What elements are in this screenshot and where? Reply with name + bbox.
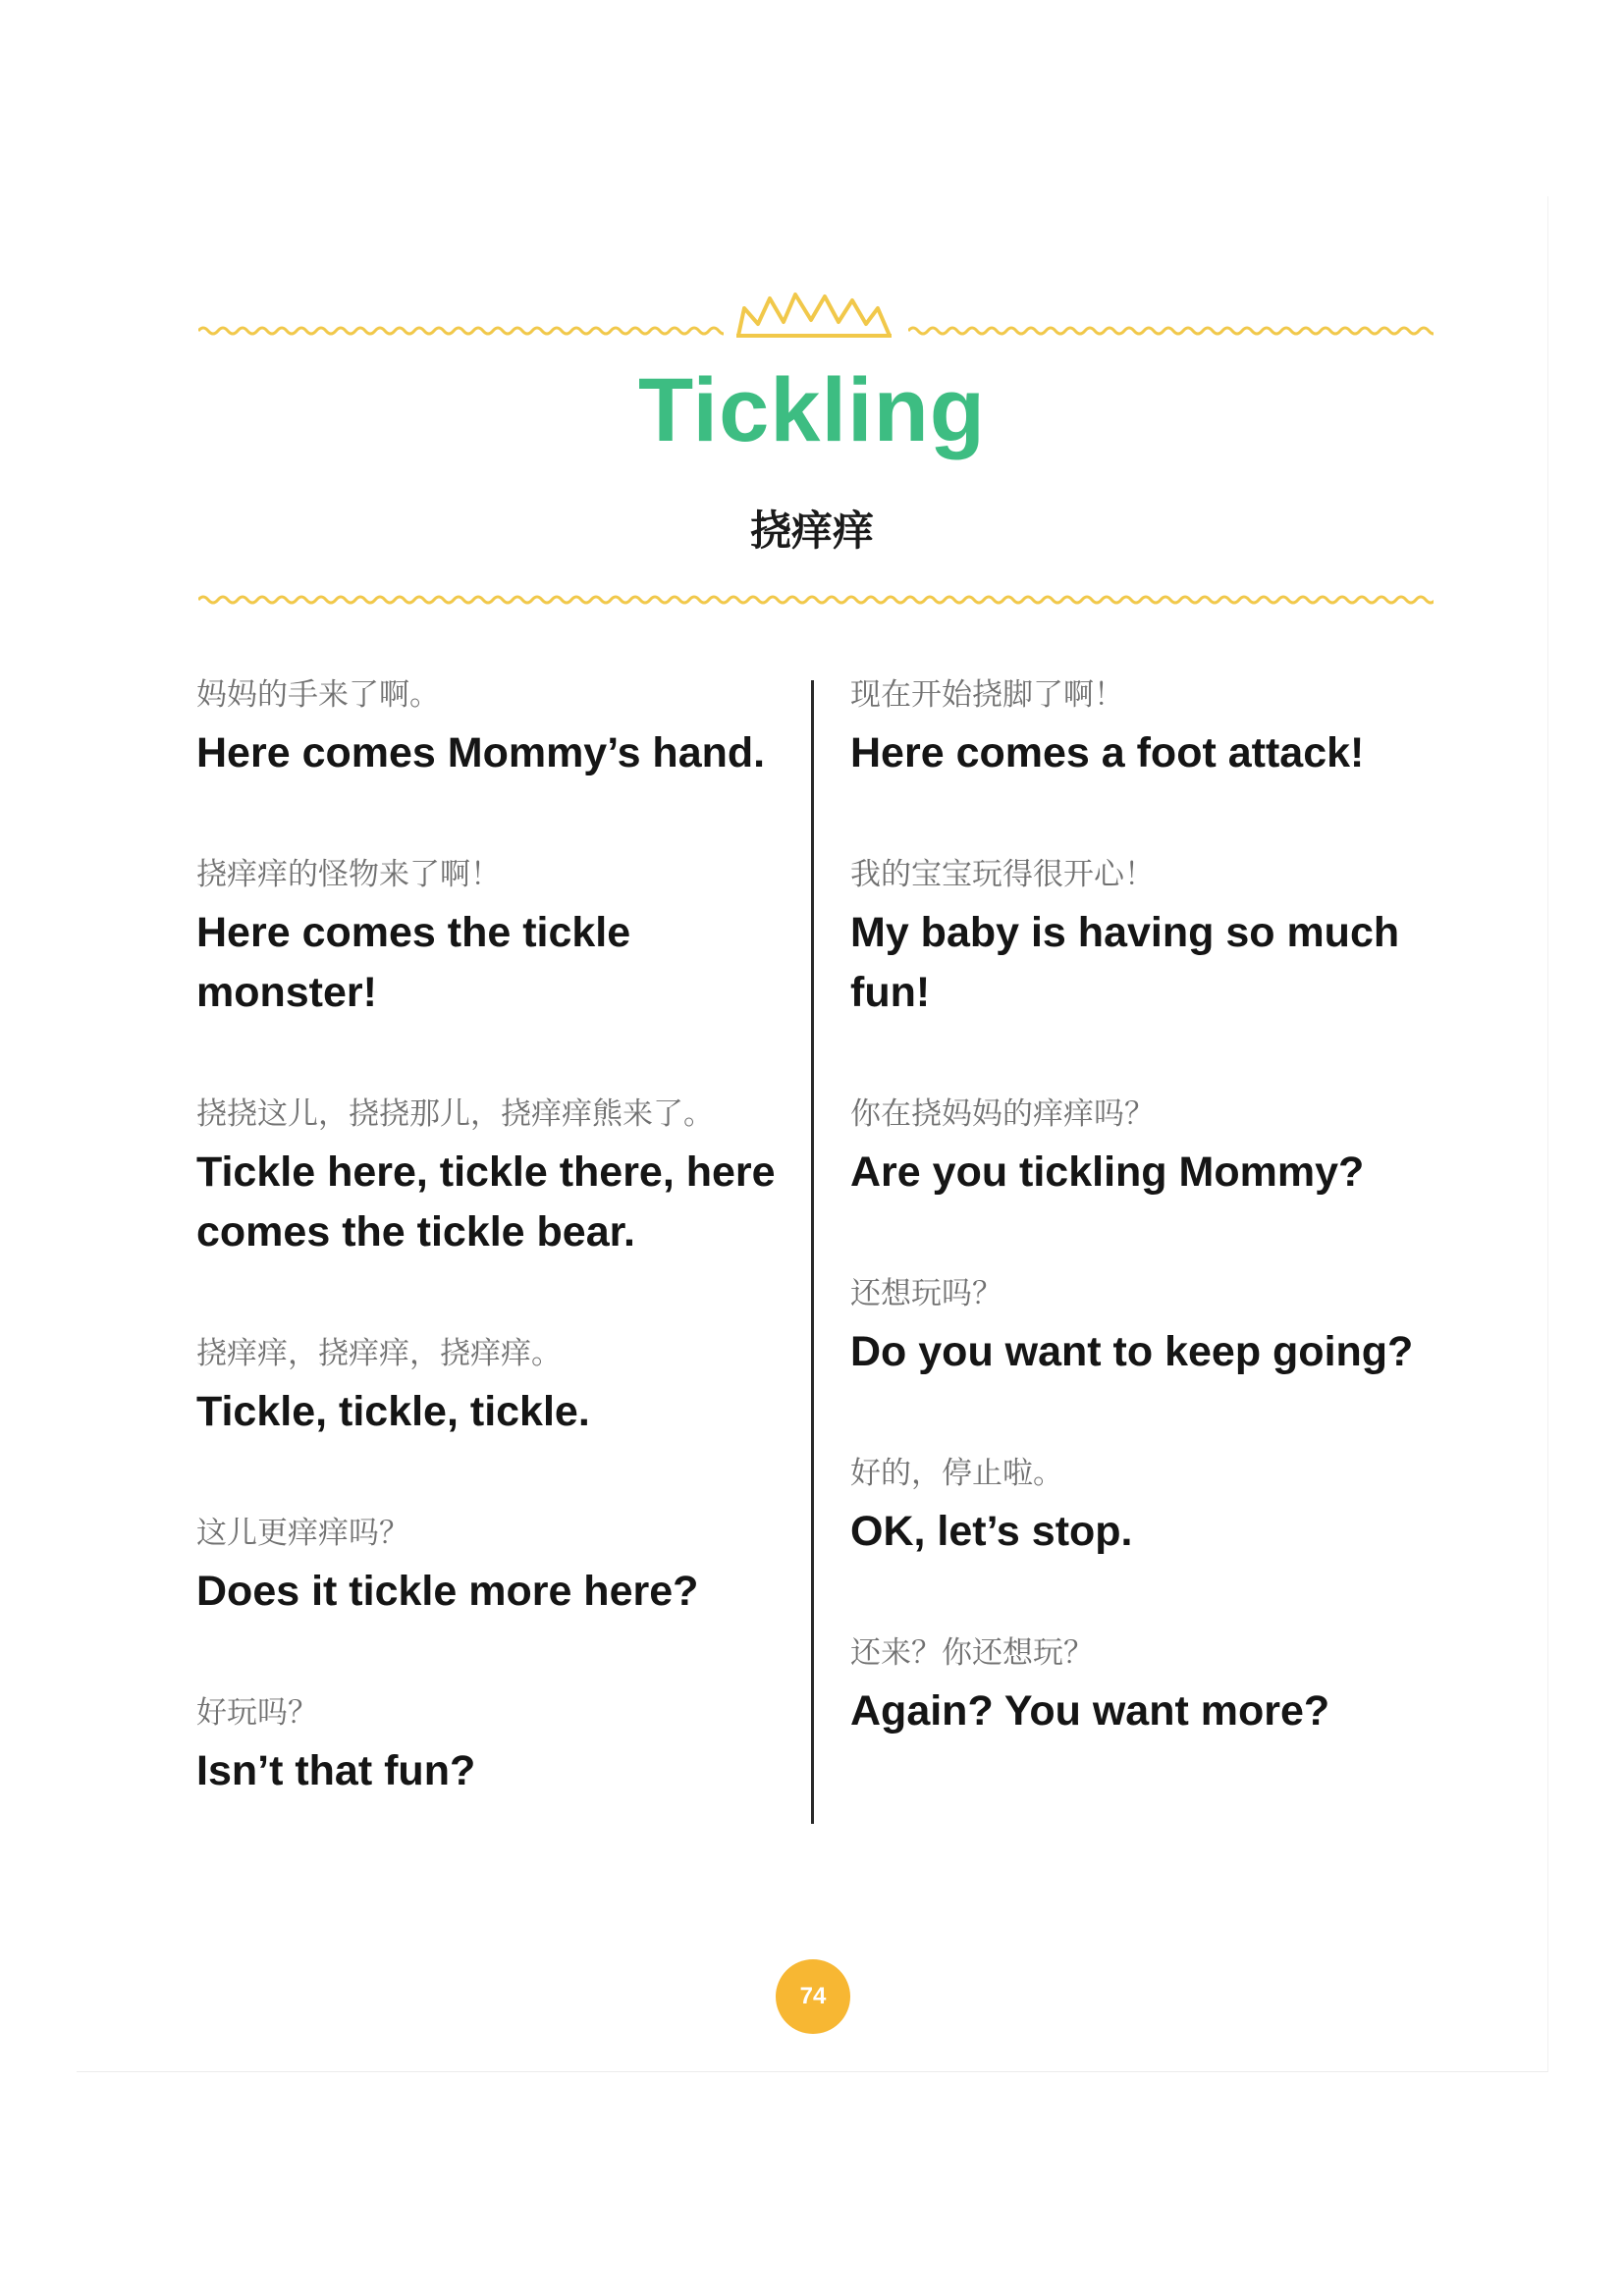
phrase-item: [850, 1456, 1439, 1562]
phrase-english: Are you tickling Mommy?: [850, 1148, 1365, 1197]
phrase-chinese: 这儿更痒痒吗？: [196, 1516, 409, 1551]
phrase-english: Here comes a foot attack!: [850, 729, 1365, 777]
phrase-item: [196, 1336, 805, 1442]
phrase-item: [196, 677, 805, 783]
phrase-item: [850, 1096, 1439, 1202]
phrase-chinese: 好的，停止啦。: [850, 1456, 1063, 1491]
wavy-divider-bottom: [198, 593, 1434, 607]
phrase-english: Do you want to keep going?: [850, 1328, 1414, 1376]
phrase-item: [850, 857, 1439, 1023]
phrase-english: Tickle, tickle, tickle.: [196, 1388, 590, 1436]
phrase-chinese: 挠挠这儿，挠挠那儿，挠痒痒熊来了。: [196, 1096, 714, 1132]
phrase-item: [196, 857, 805, 1023]
phrase-chinese: 挠痒痒，挠痒痒，挠痒痒。: [196, 1336, 562, 1371]
phrase-chinese: 好玩吗？: [196, 1695, 318, 1731]
phrase-item: [196, 1096, 805, 1262]
phrase-english: Does it tickle more here?: [196, 1568, 699, 1616]
phrase-chinese: 妈妈的手来了啊。: [196, 677, 440, 713]
crown-ornament-icon: [731, 291, 897, 340]
page-number-badge: 74: [776, 1959, 850, 2034]
phrase-chinese: 现在开始挠脚了啊！: [850, 677, 1124, 713]
phrase-english: Again? You want more?: [850, 1687, 1330, 1735]
phrase-english: Here comes the tickle monster!: [196, 909, 631, 1017]
column-divider: [811, 680, 814, 1824]
phrase-chinese: 我的宝宝玩得很开心！: [850, 857, 1155, 892]
phrase-english: My baby is having so much fun!: [850, 909, 1400, 1017]
phrase-english: Tickle here, tickle there, here comes the tickle bear.: [196, 1148, 776, 1256]
phrase-item: [196, 1516, 805, 1622]
phrase-item: [850, 1635, 1439, 1741]
phrase-english: Isn’t that fun?: [196, 1747, 476, 1795]
wavy-divider-top-right: [908, 324, 1434, 338]
phrase-chinese: 你在挠妈妈的痒痒吗？: [850, 1096, 1155, 1132]
page-title: Tickling: [638, 360, 986, 460]
wavy-divider-top-left: [198, 324, 724, 338]
phrase-item: [196, 1695, 805, 1801]
phrase-item: [850, 677, 1439, 783]
phrase-chinese: 挠痒痒的怪物来了啊！: [196, 857, 501, 892]
phrase-chinese: 还想玩吗？: [850, 1276, 1002, 1311]
phrase-english: Here comes Mommy’s hand.: [196, 729, 766, 777]
phrase-item: [850, 1276, 1439, 1382]
phrase-english: OK, let’s stop.: [850, 1508, 1133, 1556]
phrase-chinese: 还来？你还想玩？: [850, 1635, 1094, 1671]
page-subtitle: 挠痒痒: [749, 507, 874, 555]
